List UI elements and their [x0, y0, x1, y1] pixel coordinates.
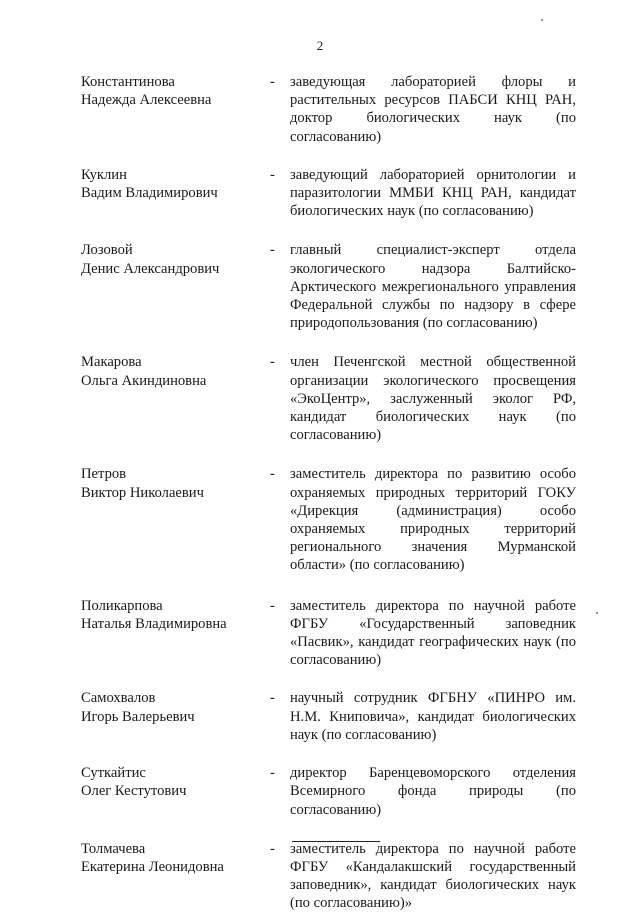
person-name [81, 241, 261, 277]
person-given-names: Олег Кестутович [81, 783, 187, 800]
person-surname: Толмачева [81, 840, 146, 857]
page-number: 2 [316, 38, 324, 53]
separator-dash: - [270, 765, 275, 782]
person-given-names: Вадим Владимирович [81, 185, 218, 202]
person-position: научный сотрудник ФГБНУ «ПИНРО им. Н.М. Книповича», кандидат биологических наук (по согласованию) [290, 690, 576, 743]
list-item [0, 689, 640, 744]
separator-dash: - [270, 597, 275, 614]
person-surname: Поликарпова [81, 597, 163, 614]
list-item [0, 597, 640, 670]
person-surname: Лозовой [81, 242, 133, 259]
list-item [0, 764, 640, 819]
person-name [81, 840, 261, 876]
separator-dash: - [270, 74, 275, 90]
person-position: заведующий лабораторией орнитологии и паразитологии ММБИ КНЦ РАН, кандидат биологических наук (по согласованию) [290, 166, 576, 220]
person-name [81, 764, 261, 800]
person-name [81, 597, 261, 633]
person-surname: Куклин [81, 166, 127, 183]
person-name [81, 465, 261, 501]
person-name [81, 73, 261, 109]
list-item [0, 353, 640, 444]
person-surname: Петров [81, 466, 127, 483]
person-surname: Макарова [81, 354, 142, 371]
person-surname: Константинова [81, 74, 175, 90]
separator-dash: - [270, 354, 275, 371]
person-name [81, 689, 261, 725]
person-surname: Суткайтис [81, 765, 146, 782]
separator-dash: - [270, 466, 275, 483]
person-position: заведующая лабораторией флоры и растительных ресурсов ПАБСИ КНЦ РАН, доктор биологических наук (по согласованию) [290, 74, 576, 145]
scan-speck [541, 19, 543, 21]
person-name [81, 166, 261, 202]
separator-dash: - [270, 242, 275, 259]
person-position: заместитель директора по развитию особо охраняемых природных территорий ГОКУ «Дирекция (администрация) особо охраняемых природных территорий регионального значения Мурманской области» (по согласованию) [290, 466, 576, 574]
person-position: заместитель директора по научной работе ФГБУ «Государственный заповедник «Пасвик», кандидат географических наук (по согласованию) [290, 597, 576, 669]
separator-dash: - [270, 166, 275, 183]
person-position: член Печенгской местной общественной организации экологического просвещения «ЭкоЦентр», заслуженный эколог РФ, кандидат биологических наук (по согласованию) [290, 354, 576, 444]
person-given-names: Игорь Валерьевич [81, 708, 195, 725]
person-given-names: Виктор Николаевич [81, 484, 204, 501]
scan-speck [596, 612, 598, 614]
person-given-names: Надежда Алексеевна [81, 92, 212, 109]
person-given-names: Наталья Владимировна [81, 615, 227, 632]
person-position: главный специалист-эксперт отдела экологического надзора Балтийско-Арктического межрегионального управления Федеральной службы по надзору в сфере природопользования (по согласованию) [290, 242, 576, 332]
list-item [0, 465, 640, 574]
list-item [0, 73, 640, 146]
list-item [0, 241, 640, 332]
closing-line [292, 841, 380, 842]
person-given-names: Ольга Акиндиновна [81, 372, 207, 389]
person-given-names: Екатерина Леонидовна [81, 858, 224, 875]
list-item [0, 166, 640, 221]
person-name [81, 353, 261, 389]
person-given-names: Денис Александрович [81, 260, 220, 277]
member-list [0, 73, 640, 913]
person-surname: Самохвалов [81, 690, 156, 707]
separator-dash: - [270, 840, 275, 857]
separator-dash: - [270, 690, 275, 707]
list-item [0, 840, 640, 913]
person-position: заместитель директора по научной работе ФГБУ «Кандалакшский государственный заповедник», кандидат биологических наук (по согласованию)» [290, 840, 576, 912]
person-position: директор Баренцевоморского отделения Всемирного фонда природы (по согласованию) [290, 765, 576, 818]
